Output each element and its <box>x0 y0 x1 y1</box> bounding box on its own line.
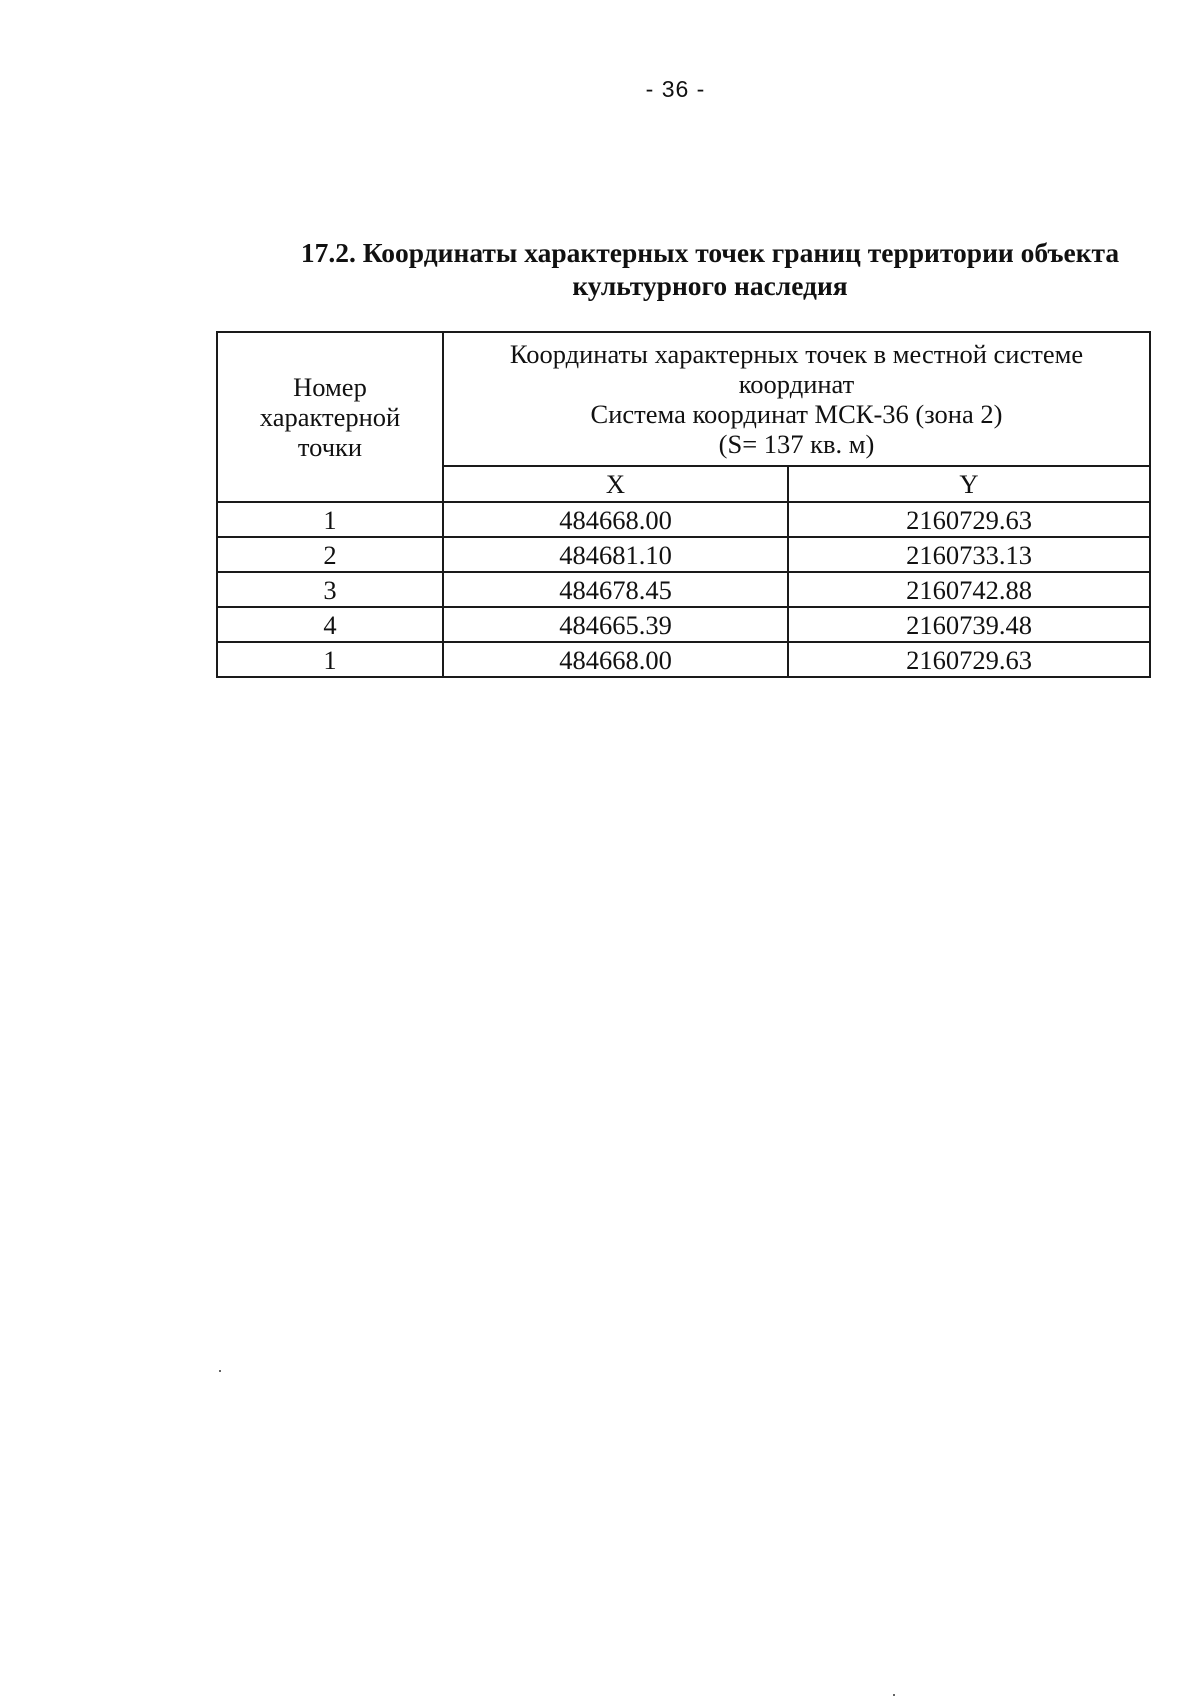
table-row <box>217 502 1150 537</box>
table-row <box>217 537 1150 572</box>
point-number-cell: 1 <box>217 502 443 537</box>
coordinates-header <box>443 332 1150 466</box>
y-column-header: Y <box>788 466 1150 502</box>
y-coordinate-cell: 2160742.88 <box>788 572 1150 607</box>
table-body <box>217 502 1150 677</box>
table-header-row <box>217 332 1150 466</box>
point-number-header-line: точки <box>297 432 363 462</box>
y-coordinate-cell: 2160739.48 <box>788 607 1150 642</box>
coordinates-table <box>216 331 1151 678</box>
section-heading <box>270 236 1150 302</box>
coordinates-header-line: координат <box>738 369 855 399</box>
coordinates-header-line: (S= 137 кв. м) <box>718 429 875 459</box>
x-coordinate-cell: 484681.10 <box>443 537 788 572</box>
coordinates-header-line: Координаты характерных точек в местной системе <box>509 339 1084 369</box>
point-number-header-line: характерной <box>259 402 401 432</box>
point-number-cell: 4 <box>217 607 443 642</box>
coordinates-header-line: Система координат МСК-36 (зона 2) <box>590 399 1003 429</box>
point-number-cell: 2 <box>217 537 443 572</box>
x-coordinate-cell: 484668.00 <box>443 642 788 677</box>
y-coordinate-cell: 2160729.63 <box>788 642 1150 677</box>
scan-speck <box>893 1694 895 1696</box>
point-number-header <box>217 332 443 502</box>
table-row <box>217 572 1150 607</box>
x-coordinate-cell: 484678.45 <box>443 572 788 607</box>
x-coordinate-cell: 484665.39 <box>443 607 788 642</box>
table-row <box>217 642 1150 677</box>
section-heading-line-1: 17.2. Координаты характерных точек границ территории объекта <box>300 237 1120 268</box>
page-number: - 36 - <box>645 76 706 102</box>
scan-speck <box>219 1370 221 1372</box>
point-number-cell: 3 <box>217 572 443 607</box>
y-coordinate-cell: 2160729.63 <box>788 502 1150 537</box>
x-column-header: X <box>443 466 788 502</box>
table-row <box>217 607 1150 642</box>
point-number-cell: 1 <box>217 642 443 677</box>
y-coordinate-cell: 2160733.13 <box>788 537 1150 572</box>
section-heading-line-2: культурного наследия <box>572 270 848 301</box>
point-number-header-line: Номер <box>293 372 367 402</box>
x-coordinate-cell: 484668.00 <box>443 502 788 537</box>
